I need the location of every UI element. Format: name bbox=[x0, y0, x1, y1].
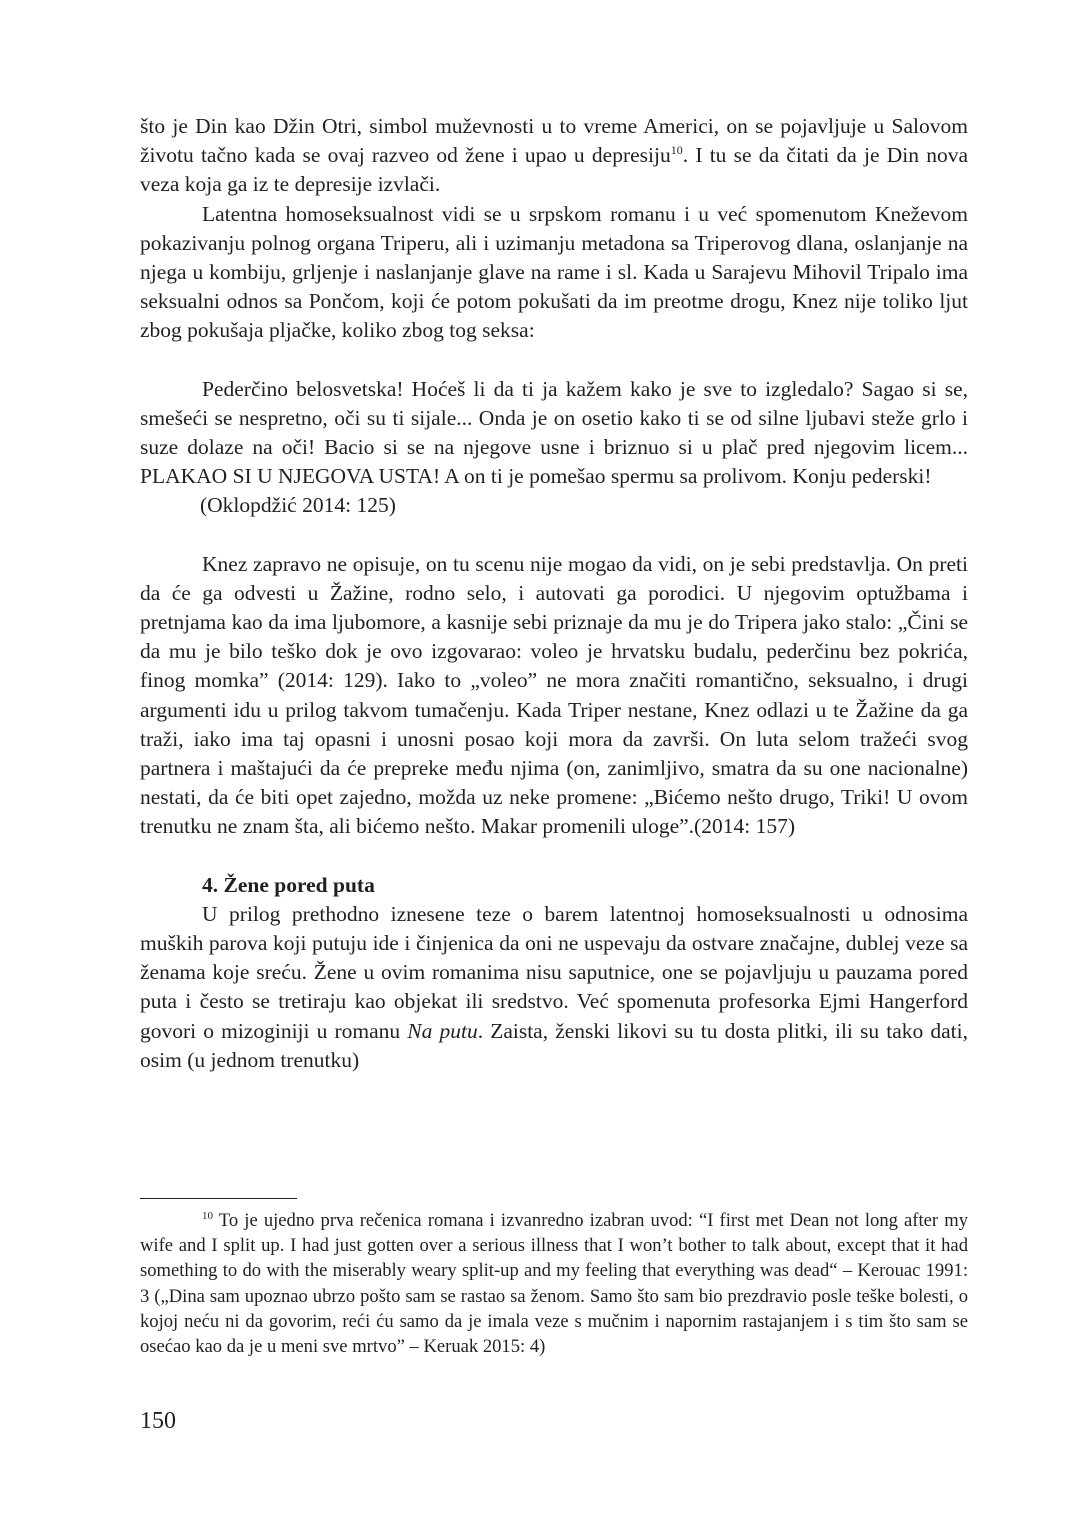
book-title-italic: Na putu bbox=[407, 1018, 478, 1043]
quote-citation: (Oklopdžić 2014: 125) bbox=[200, 493, 396, 518]
paragraph-1 bbox=[140, 112, 968, 200]
paragraph-4-text-b: . Zaista, ženski likovi su tu dosta plitki, ili su tako dati, osim (u jednom trenutku) bbox=[140, 1018, 968, 1072]
paragraph-1-text-b: . I tu se da čitati da je Din nova veza koja ga iz te depresije izvlači. bbox=[140, 143, 968, 197]
paragraph-2: Latentna homoseksualnost vidi se u srpskom romanu i u već spomenutom Kneževom pokazivanju polnog organa Triperu, ali i uzimanju metadona sa Triperovog dlana, oslanjanje na njega u kombiju, grljenje i naslanjanje glave na rame i sl. Kada u Sarajevu Mihovil Tripalo ima seksualni odnos sa Pončom, koji će potom pokušati da im preotme drogu, Knez nije toliko ljut zbog pokušaja pljačke, koliko zbog tog seksa: bbox=[140, 201, 968, 343]
main-text bbox=[140, 112, 968, 1075]
footnote-number: 10 bbox=[202, 1210, 213, 1222]
block-quote: Pederčino belosvetska! Hoćeš li da ti ja kažem kako je sve to izgledalo? Sagao si se, smešeći se nespretno, oči su ti sijale... Onda je on osetio kako ti se od silne ljubavi steže grlo i suze dolaze na oči! Bacio si se na njegove usne i briznuo si u plač pred njegovim licem... PLAKAO SI U NJEGOVA USTA! A on ti je pomešao spermu sa prolivom. Konju pederski! bbox=[140, 376, 968, 489]
paragraph-1-text-a: što je Din kao Džin Otri, simbol muževnosti u to vreme Americi, on se pojavljuje u Salovom životu tačno kada se ovaj razveo od žene i upao u depresiju bbox=[140, 114, 968, 168]
footnote-reference[interactable]: 10 bbox=[670, 143, 683, 158]
footnote-text: To je ujedno prva rečenica romana i izvanredno izabran uvod: “I first met Dean not long after my wife and I split up. I had just gotten over a serious illness that I won’t bother to talk about, except that it had something to do with the miserably weary split-up and my feeling that everything was dead“ – Kerouac 1991: 3 („Dina sam upoznao ubrzo pošto sam se rastao sa ženom. Samo što sam bio prezdravio posle teške bolesti, o kojoj neću ni da govorim, reći ću samo da je imala veze s mučnim i napornim rastajanjem i s tim što sam se osećao kao da je u meni sve mrtvo” – Keruak 2015: 4) bbox=[140, 1210, 968, 1358]
footnote-separator bbox=[140, 1198, 297, 1199]
paragraph-4-text-a: U prilog prethodno iznesene teze o barem latentnoj homoseksualnosti u odnosima muških parova koji putuju ide i činjenica da oni ne uspevaju da ostvare značajne, dublej veze sa ženama koje sreću. Žene u ovim romanima nisu saputnice, one se pojavljuju u pauzama pored puta i često se tretiraju kao objekat ili sredstvo. Već spomenuta profesorka Ejmi Hangerford govori o mizoginiji u romanu bbox=[140, 901, 968, 1043]
section-heading: 4. Žene pored puta bbox=[202, 872, 375, 897]
footnote-10 bbox=[140, 1208, 968, 1359]
paragraph-4 bbox=[140, 900, 968, 1075]
paragraph-3: Knez zapravo ne opisuje, on tu scenu nije mogao da vidi, on je sebi predstavlja. On preti da će ga odvesti u Žažine, rodno selo, i autovati ga porodici. U njegovim optužbama i pretnjama kao da ima ljubomore, a kasnije sebi priznaje da mu je do Tripera jako stalo: „Čini se da mu je bilo teško dok je ovo izgovarao: voleo je hrvatsku budalu, pederčinu bez pokrića, finog momka” (2014: 129). Iako to „voleo” ne mora značiti romantično, seksualno, i drugi argumenti idu u prilog takvom tumačenju. Kada Triper nestane, Knez odlazi u te Žažine da ga traži, iako ima taj opasni i unosni posao koji mora da završi. On luta selom tražeći svog partnera i maštajući da će prepreke među njima (on, zanimljivo, smatra da su one nacionalne) nestati, da će biti opet zajedno, možda uz neke promene: „Bićemo nešto drugo, Triki! U ovom trenutku ne znam šta, ali bićemo nešto. Makar promenili uloge”.(2014: 157) bbox=[140, 551, 968, 839]
page-number: 150 bbox=[140, 1408, 176, 1434]
